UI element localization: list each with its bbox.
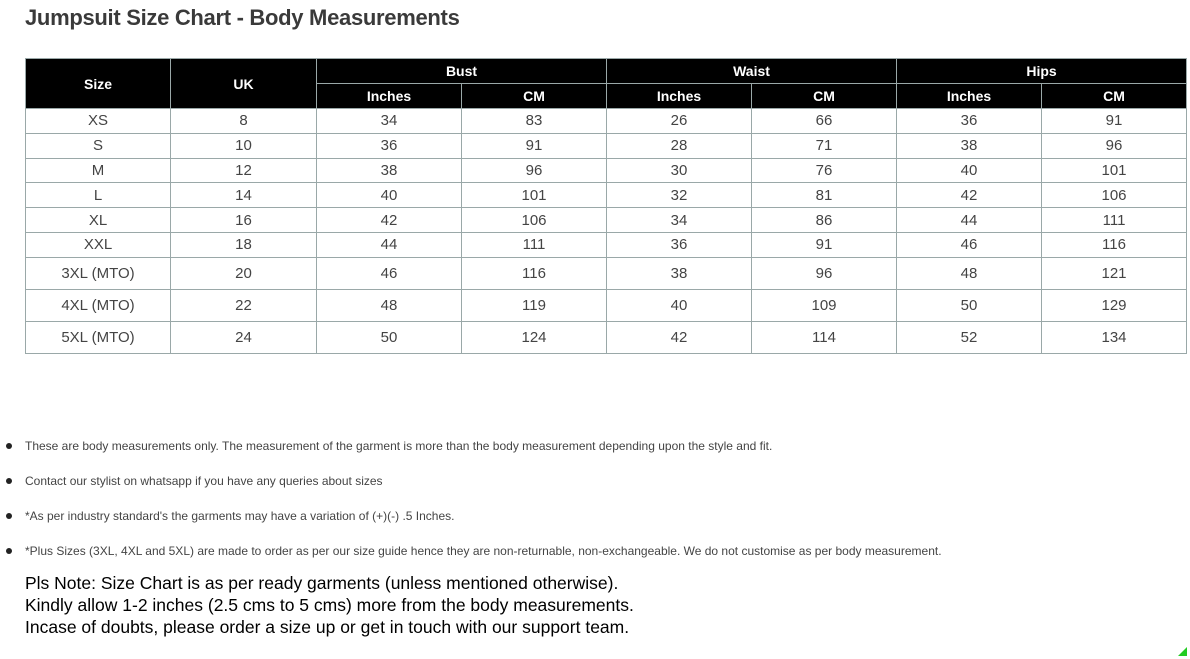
cell-hips-cm: 116 bbox=[1042, 232, 1187, 257]
cell-bust-inches: 42 bbox=[317, 208, 462, 233]
cell-bust-inches: 36 bbox=[317, 133, 462, 158]
cell-hips-inches: 50 bbox=[897, 289, 1042, 321]
cell-waist-inches: 42 bbox=[607, 321, 752, 353]
cell-hips-inches: 46 bbox=[897, 232, 1042, 257]
header-uk: UK bbox=[171, 59, 317, 109]
bullet-icon bbox=[6, 443, 12, 449]
cell-uk: 16 bbox=[171, 208, 317, 233]
cell-waist-cm: 96 bbox=[752, 257, 897, 289]
cell-uk: 18 bbox=[171, 232, 317, 257]
cell-bust-inches: 40 bbox=[317, 183, 462, 208]
cell-hips-inches: 36 bbox=[897, 109, 1042, 134]
cell-uk: 8 bbox=[171, 109, 317, 134]
cell-waist-cm: 86 bbox=[752, 208, 897, 233]
table-row bbox=[26, 289, 1187, 321]
cell-size: M bbox=[26, 158, 171, 183]
resize-corner-icon bbox=[1178, 647, 1187, 656]
table-row bbox=[26, 158, 1187, 183]
cell-hips-inches: 48 bbox=[897, 257, 1042, 289]
cell-hips-cm: 106 bbox=[1042, 183, 1187, 208]
cell-uk: 12 bbox=[171, 158, 317, 183]
table-row bbox=[26, 321, 1187, 353]
cell-bust-cm: 111 bbox=[462, 232, 607, 257]
cell-bust-inches: 46 bbox=[317, 257, 462, 289]
disclaimer-line: Pls Note: Size Chart is as per ready garments (unless mentioned otherwise). bbox=[25, 573, 619, 593]
cell-hips-cm: 134 bbox=[1042, 321, 1187, 353]
cell-bust-cm: 96 bbox=[462, 158, 607, 183]
note-item bbox=[0, 506, 1180, 541]
cell-waist-inches: 34 bbox=[607, 208, 752, 233]
cell-waist-cm: 81 bbox=[752, 183, 897, 208]
cell-size: 4XL (MTO) bbox=[26, 289, 171, 321]
cell-size: S bbox=[26, 133, 171, 158]
cell-size: XXL bbox=[26, 232, 171, 257]
note-item bbox=[0, 471, 1180, 506]
note-text: *Plus Sizes (3XL, 4XL and 5XL) are made to order as per our size guide hence they are non-returnable, non-exchangeable. We do not customise as per body measurement. bbox=[25, 544, 942, 558]
header-hips-inches: Inches bbox=[897, 84, 1042, 109]
disclaimer-line: Kindly allow 1-2 inches (2.5 cms to 5 cms) more from the body measurements. bbox=[25, 595, 634, 615]
cell-waist-inches: 40 bbox=[607, 289, 752, 321]
note-item bbox=[0, 436, 1180, 471]
cell-bust-cm: 124 bbox=[462, 321, 607, 353]
cell-uk: 24 bbox=[171, 321, 317, 353]
cell-waist-inches: 26 bbox=[607, 109, 752, 134]
cell-waist-cm: 91 bbox=[752, 232, 897, 257]
cell-size: XL bbox=[26, 208, 171, 233]
cell-bust-inches: 34 bbox=[317, 109, 462, 134]
cell-waist-inches: 30 bbox=[607, 158, 752, 183]
cell-hips-cm: 96 bbox=[1042, 133, 1187, 158]
header-waist-cm: CM bbox=[752, 84, 897, 109]
cell-size: XS bbox=[26, 109, 171, 134]
bullet-icon bbox=[6, 513, 12, 519]
cell-bust-inches: 38 bbox=[317, 158, 462, 183]
bullet-icon bbox=[6, 548, 12, 554]
size-disclaimer bbox=[25, 572, 634, 638]
table-row bbox=[26, 133, 1187, 158]
cell-size: 3XL (MTO) bbox=[26, 257, 171, 289]
note-text: *As per industry standard's the garments may have a variation of (+)(-) .5 Inches. bbox=[25, 509, 455, 523]
notes-list bbox=[0, 436, 1180, 576]
cell-bust-cm: 83 bbox=[462, 109, 607, 134]
bullet-icon bbox=[6, 478, 12, 484]
cell-hips-cm: 111 bbox=[1042, 208, 1187, 233]
cell-hips-cm: 101 bbox=[1042, 158, 1187, 183]
table-row bbox=[26, 183, 1187, 208]
header-hips: Hips bbox=[897, 59, 1187, 84]
table-row bbox=[26, 257, 1187, 289]
disclaimer-line: Incase of doubts, please order a size up or get in touch with our support team. bbox=[25, 617, 630, 637]
cell-waist-cm: 76 bbox=[752, 158, 897, 183]
cell-waist-cm: 71 bbox=[752, 133, 897, 158]
cell-hips-cm: 91 bbox=[1042, 109, 1187, 134]
header-bust: Bust bbox=[317, 59, 607, 84]
table-row bbox=[26, 232, 1187, 257]
note-item bbox=[0, 541, 1180, 576]
cell-size: L bbox=[26, 183, 171, 208]
table-row bbox=[26, 109, 1187, 134]
cell-size: 5XL (MTO) bbox=[26, 321, 171, 353]
header-bust-inches: Inches bbox=[317, 84, 462, 109]
cell-hips-inches: 38 bbox=[897, 133, 1042, 158]
cell-bust-inches: 44 bbox=[317, 232, 462, 257]
cell-uk: 10 bbox=[171, 133, 317, 158]
cell-bust-inches: 48 bbox=[317, 289, 462, 321]
cell-uk: 20 bbox=[171, 257, 317, 289]
table-row bbox=[26, 208, 1187, 233]
cell-waist-inches: 28 bbox=[607, 133, 752, 158]
cell-hips-inches: 44 bbox=[897, 208, 1042, 233]
cell-hips-inches: 42 bbox=[897, 183, 1042, 208]
header-waist: Waist bbox=[607, 59, 897, 84]
cell-waist-inches: 32 bbox=[607, 183, 752, 208]
page-title: Jumpsuit Size Chart - Body Measurements bbox=[25, 5, 460, 30]
header-size: Size bbox=[26, 59, 171, 109]
cell-hips-cm: 121 bbox=[1042, 257, 1187, 289]
cell-waist-cm: 114 bbox=[752, 321, 897, 353]
cell-bust-inches: 50 bbox=[317, 321, 462, 353]
header-waist-inches: Inches bbox=[607, 84, 752, 109]
header-bust-cm: CM bbox=[462, 84, 607, 109]
cell-bust-cm: 101 bbox=[462, 183, 607, 208]
header-hips-cm: CM bbox=[1042, 84, 1187, 109]
cell-hips-inches: 52 bbox=[897, 321, 1042, 353]
cell-bust-cm: 106 bbox=[462, 208, 607, 233]
note-text: Contact our stylist on whatsapp if you have any queries about sizes bbox=[25, 474, 383, 488]
cell-hips-cm: 129 bbox=[1042, 289, 1187, 321]
cell-waist-cm: 66 bbox=[752, 109, 897, 134]
cell-waist-cm: 109 bbox=[752, 289, 897, 321]
cell-bust-cm: 116 bbox=[462, 257, 607, 289]
cell-bust-cm: 91 bbox=[462, 133, 607, 158]
size-chart-table bbox=[25, 58, 1187, 354]
cell-waist-inches: 38 bbox=[607, 257, 752, 289]
cell-uk: 22 bbox=[171, 289, 317, 321]
cell-uk: 14 bbox=[171, 183, 317, 208]
cell-hips-inches: 40 bbox=[897, 158, 1042, 183]
cell-waist-inches: 36 bbox=[607, 232, 752, 257]
cell-bust-cm: 119 bbox=[462, 289, 607, 321]
note-text: These are body measurements only. The measurement of the garment is more than the body measurement depending upon the style and fit. bbox=[25, 439, 773, 453]
